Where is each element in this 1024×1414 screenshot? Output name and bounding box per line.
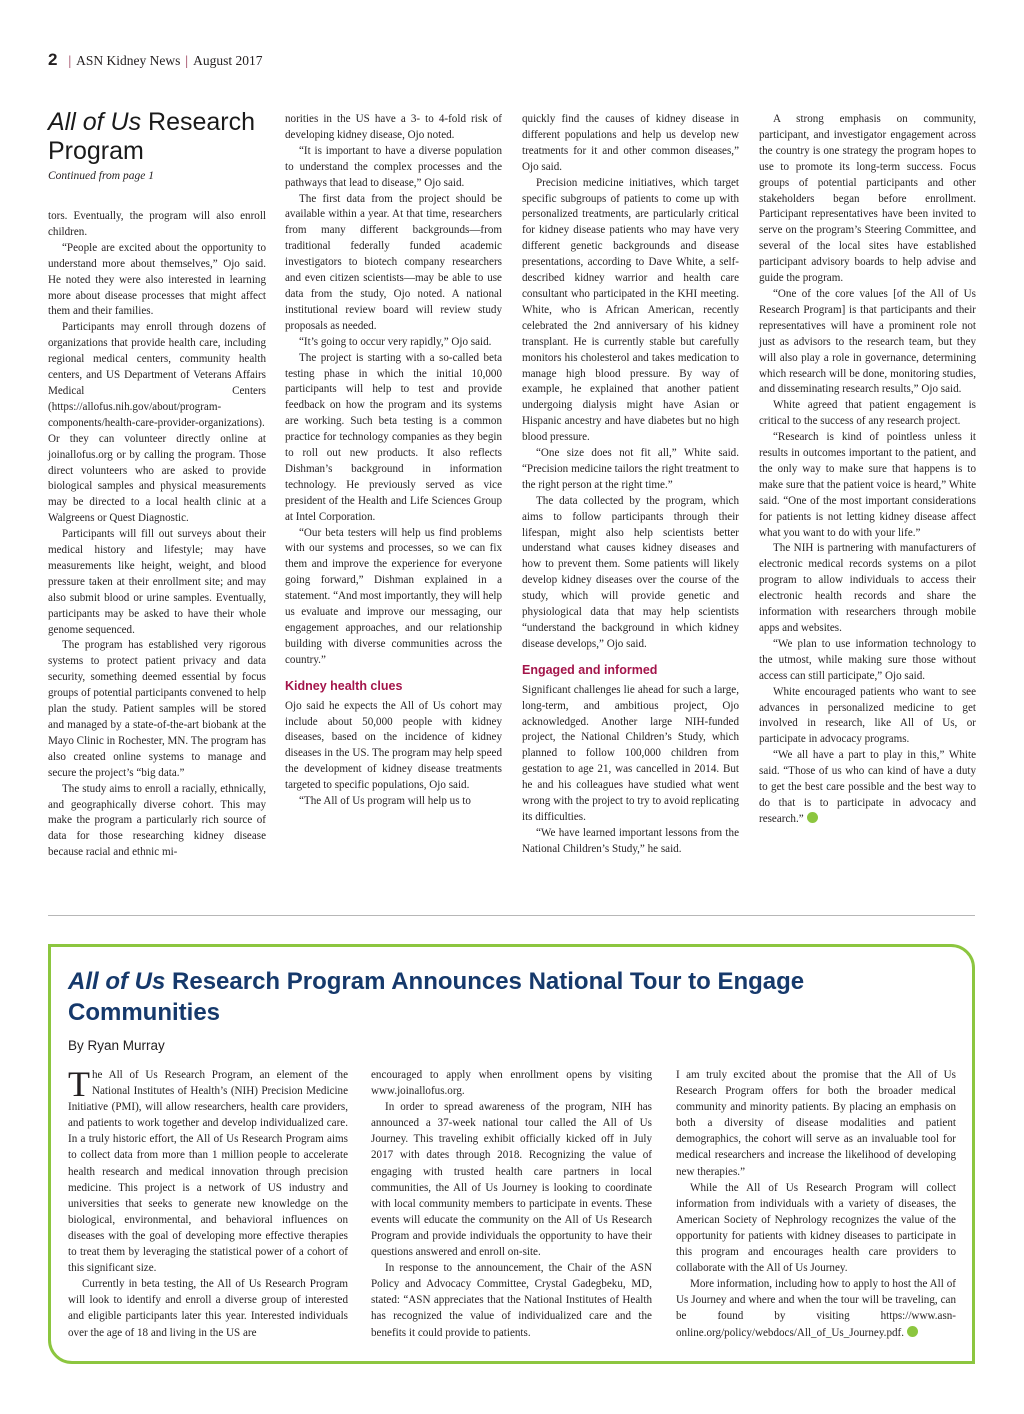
paragraph: Participants may enroll through dozens of organizations that provide health care, including regional medical centers, community health centers, and US Department of Veterans Affairs Medical Centers (https://allofus.nih.gov/about/program-components/health-care-provider-organizations). Or they can volunteer directly online at joinallofus.org or by calling the program. Those direct volunteers who are asked to provide biological samples and physical measurements may be directed to a local health clinic at a Walgreens or Quest Diagnostic. — [48, 321, 266, 525]
paragraph: “One size does not fit all,” White said. “Precision medicine tailors the right treatment to the right person at the right time.” — [522, 447, 739, 491]
paragraph — [68, 1064, 348, 1276]
article-column-3 — [522, 112, 739, 858]
header-separator: | — [68, 53, 72, 68]
paragraph: Ojo said he expects the All of Us cohort may include about 50,000 people with kidney diseases, based on the incidence of kidney diseases in the US. The program may help speed the development of kidney disease treatments targeted to specific populations, Ojo said. — [285, 699, 502, 792]
paragraph: “The All of Us program will help us to — [299, 795, 471, 808]
paragraph: White encouraged patients who want to see advances in personalized medicine to get involved in research, like All of Us, or participate in advocacy programs. — [759, 685, 976, 746]
sidebar-column-2 — [371, 1067, 652, 1341]
page-header — [48, 50, 263, 70]
paragraph: The data collected by the program, which aims to follow participants through their lifespan, might also help scientists better understand what causes kidney diseases and how to prevent them. Some patients will likely develop kidney diseases over the course of the study, which will provide genetic and physiological data that may help scientists “understand the background in which kidney disease develops,” Ojo said. — [522, 494, 739, 650]
paragraph: Significant challenges lie ahead for such a large, long-term, and ambitious project, Ojo acknowledged. Another large NIH-funded project, the National Children’s Study, which planned to follow 100,000 children from gestation to age 21, was cancelled in 2014. But he and his colleagues have studied what went wrong with the project to try to avoid replicating its difficulties. — [522, 683, 739, 823]
paragraph: The study aims to enroll a racially, ethnically, and geographically diverse cohort. This may make the program a particularly rich source of data for those researching kidney disease because racial and ethnic mi- — [48, 782, 266, 859]
publication-name: ASN Kidney News — [76, 53, 181, 68]
paragraph: The first data from the project should be available within a year. At that time, researchers from many different backgrounds—from traditional federally funded academic investigators to biotech company researchers and even citizen scientists—may be able to use data from the study, Ojo noted. A national institutional review board will review study proposals as needed. — [285, 192, 502, 332]
page-number: 2 — [48, 50, 58, 69]
paragraph: tors. Eventually, the program will also enroll children. — [48, 210, 266, 238]
paragraph: “People are excited about the opportunity to understand more about themselves,” Ojo said. He noted they were also interested in learning more about disease processes that might affect them and their families. — [48, 241, 266, 318]
paragraph: “One of the core values [of the All of Us Research Program] is that participants and their representatives will have a prominent role not just as advisors to the research team, but they will also play a role in governance, determining which research will be done, monitoring studies, and disseminating research results,” Ojo said. — [759, 287, 976, 396]
article-column-4 — [759, 112, 976, 828]
drop-cap: T — [68, 1064, 90, 1104]
paragraph: While the All of Us Research Program will collect information from individuals with a variety of diseases, the American Society of Nephrology recognizes the value of the opportunity for patients with kidney diseases to participate in this program and encourages health care providers to collaborate with the All of Us Journey. — [676, 1181, 956, 1275]
paragraph: norities in the US have a 3- to 4-fold risk of developing kidney disease, Ojo noted. — [285, 113, 502, 141]
sidebar-column-1 — [68, 1064, 348, 1341]
paragraph: Currently in beta testing, the All of Us Research Program will look to identify and enroll a diverse group of interested and eligible participants later this year. Interested individuals over the age of 18 and living in the US are — [68, 1278, 348, 1339]
byline: By Ryan Murray — [68, 1038, 165, 1053]
paragraph-text: “We all have a part to play in this,” White said. “Those of us who can kind of have a duty to get the best care possible and the best way to do that is to participate in advocacy and research.” — [759, 749, 976, 825]
paragraph: “It is important to have a diverse population to understand the complex processes and the pathways that lead to disease,” Ojo said. — [285, 144, 502, 189]
issue-date: August 2017 — [193, 53, 263, 68]
continued-note: Continued from page 1 — [48, 170, 154, 182]
paragraph: I am truly excited about the promise that the All of Us Research Program offers for both the broader medical community and minority patients. By placing an emphasis on both a diversity of disease modalities and patient demographics, the cohort will serve as an invaluable tool for medical researchers and increase the likelihood of developing new therapies.” — [676, 1069, 956, 1178]
paragraph: In response to the announcement, the Chair of the ASN Policy and Advocacy Committee, Crystal Gadegbeku, MD, stated: “ASN appreciates that the National Institutes of Health has recognized the value of individualized care and the benefits it could provide to patients. — [371, 1262, 652, 1339]
article-title — [48, 108, 278, 166]
title-rest: Research Program — [48, 108, 256, 165]
paragraph: “Our beta testers will help us find problems with our systems and processes, so we can fix them and improve the experience for everyone going forward,” Dishman explained in a statement. “And most importantly, they will help us evaluate and improve our messaging, our engagement approaches, and our relationship building with diverse communities across the country.” — [285, 526, 502, 666]
paragraph: The program has established very rigorous systems to protect patient privacy and data security, something deemed essential by focus groups of potential participants convened to help plan the study. Patient samples will be stored and managed by a state-of-the-art biobank at the Mayo Clinic in Rochester, MN. The program has also created online systems to manage and secure the project’s “big data.” — [48, 639, 266, 779]
paragraph: Participants will fill out surveys about their medical history and lifestyle; may have measurements like height, weight, and blood pressure taken at their enrollment site; and may also submit blood or urine samples. Eventually, participants may be asked to have their whole genome sequenced. — [48, 528, 266, 636]
paragraph: quickly find the causes of kidney disease in different populations and help us develop new treatments for it and other common diseases,” Ojo said. — [522, 113, 739, 173]
paragraph: “Research is kind of pointless unless it results in outcomes important to the patient, and the only way to make sure that happens is to make sure that the patient voice is heard,” White said. “One of the most important considerations for patients is not letting kidney disease affect what you want to do with your life.” — [759, 431, 976, 539]
paragraph-text: More information, including how to apply to host the All of Us Journey and where and when the tour will be traveling, can be found by visiting https://www.asn-online.org/policy/webdocs/All_of_Us_Journey.pdf. — [676, 1278, 956, 1339]
title-italic: All of Us — [48, 108, 142, 136]
header-separator: | — [185, 53, 189, 68]
paragraph: The project is starting with a so-called beta testing phase in which the initial 10,000 participants will help to test and provide feedback on how the program and its systems are working. Such beta testing is a common practice for technology companies as they begin to roll out new products. It also reflects Dishman’s background in information technology. He previously served as vice president of the Health and Life Sciences Group at Intel Corporation. — [285, 351, 502, 523]
end-of-article-dot-icon — [907, 1326, 918, 1337]
end-of-article-dot-icon — [807, 812, 818, 823]
subhead-engaged-and-informed: Engaged and informed — [522, 662, 658, 677]
subhead-kidney-health-clues: Kidney health clues — [285, 678, 403, 693]
paragraph — [676, 1276, 956, 1340]
section-divider — [48, 915, 975, 916]
paragraph: “We plan to use information technology to the utmost, while making sure those without access can still participate,” Ojo said. — [759, 637, 976, 682]
article-column-2 — [285, 112, 502, 810]
paragraph: “It’s going to occur very rapidly,” Ojo said. — [299, 335, 492, 348]
paragraph: encouraged to apply when enrollment opens by visiting www.joinallofus.org. — [371, 1069, 652, 1098]
paragraph-text: he All of Us Research Program, an element of the National Institutes of Health’s (NIH) Precision Medicine Initiative (PMI), will allow researchers, health care providers, and patients to work together and develop individualized care. In a truly historic effort, the All of Us Research Program aims to collect data from more than 1 million people to accelerate health research and medical innovation through precision medicine. This project is a network of US industry and universities that seeks to generate new knowledge on the biological, environmental, and behavioral influences on diseases with the goal of developing more effective therapies to treat them by leveraging the statistical power of a cohort of this significant size. — [68, 1069, 348, 1275]
paragraph: Precision medicine initiatives, which target specific subgroups of patients to come up with personalized treatments, are particularly critical for kidney disease patients who may have very different genetic backgrounds and disease presentations, according to Dave White, a self-described kidney warrior and health care consultant who participated in the KHI meeting. White, who is African American, recently celebrated the 2nd anniversary of his kidney transplant. He is currently stable but carefully monitors his cholesterol and takes medication to manage high blood pressure. By way of example, he explained that another patient undergoing dialysis might have Asian or Hispanic ancestry and have diabetes but no high blood pressure. — [522, 176, 739, 444]
paragraph: A strong emphasis on community, participant, and investigator engagement across the country is one strategy the program hopes to use to promote its long-term success. Focus groups of potential participants and other stakeholders began before enrollment. Participant representatives have been invited to serve on the program’s Steering Committee, and several of the local sites have established participant advisory boards to help advise and guide the program. — [759, 113, 976, 285]
sidebar-column-3 — [676, 1067, 956, 1341]
paragraph — [759, 748, 976, 828]
title-rest: Research Program Announces National Tour to Engage Communities — [68, 968, 805, 1026]
paragraph: “We have learned important lessons from the National Children’s Study,” he said. — [522, 826, 739, 855]
paragraph: The NIH is partnering with manufacturers of electronic medical records systems on a pilot program to allow individuals to access their electronic health records and share the information with researchers through mobile apps and websites. — [759, 542, 976, 634]
sidebar-article-title — [68, 966, 828, 1028]
paragraph: In order to spread awareness of the program, NIH has announced a 37-week national tour called the All of Us Journey. This traveling exhibit officially kicked off in July 2017 with dates through 2018. Recognizing the value of engaging with trusted health care partners in local communities, the All of Us Journey is looking to coordinate with local community members to participate in events. These events will educate the community on the All of Us Research Program and provide individuals the opportunity to have their questions answered and enroll on-site. — [371, 1101, 652, 1259]
paragraph: White agreed that patient engagement is critical to the success of any research project. — [759, 399, 976, 428]
article-column-1 — [48, 209, 266, 861]
title-italic: All of Us — [68, 968, 166, 995]
